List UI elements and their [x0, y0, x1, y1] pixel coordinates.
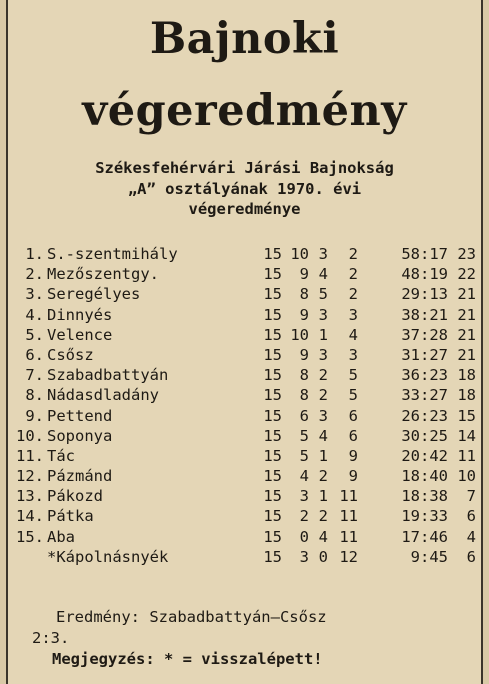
team-name-cell: Pátka: [47, 507, 94, 526]
rank-cell: 11.: [16, 446, 44, 465]
points-cell: 7: [466, 487, 476, 506]
rank-cell: 14.: [16, 507, 44, 526]
lost-cell: 3: [348, 345, 358, 364]
rank-cell: 6.: [25, 345, 44, 364]
lost-cell: 3: [348, 305, 358, 324]
won-cell: 9: [299, 345, 309, 364]
points-cell: 18: [457, 366, 476, 385]
lost-cell: 6: [348, 426, 358, 445]
goals-cell: 18:38: [401, 487, 448, 506]
lost-cell: 11: [339, 527, 358, 546]
won-cell: 0: [299, 527, 309, 546]
table-row: [8, 528, 485, 548]
team-name-cell: Seregélyes: [47, 285, 141, 304]
goals-cell: 48:19: [401, 265, 448, 284]
table-row: [8, 427, 485, 447]
subtitle-line-2: „A” osztályának 1970. évi: [127, 179, 362, 198]
goals-cell: 19:33: [401, 507, 448, 526]
drawn-cell: 1: [318, 446, 328, 465]
team-name-cell: Nádasdladány: [47, 386, 159, 405]
team-name-cell: *Kápolnásnyék: [47, 547, 169, 566]
table-row: [8, 386, 485, 406]
points-cell: 11: [457, 446, 476, 465]
result-note: Eredmény: Szabadbattyán—Csősz: [56, 608, 327, 626]
goals-cell: 31:27: [401, 345, 448, 364]
goals-cell: 29:13: [401, 285, 448, 304]
remark-note: Megjegyzés: * = visszalépett!: [52, 650, 323, 668]
drawn-cell: 1: [318, 325, 328, 344]
won-cell: 4: [299, 467, 309, 486]
team-name-cell: Szabadbattyán: [47, 366, 169, 385]
team-name-cell: Dinnyés: [47, 305, 113, 324]
drawn-cell: 0: [318, 547, 328, 566]
points-cell: 18: [457, 386, 476, 405]
goals-cell: 37:28: [401, 325, 448, 344]
played-cell: 15: [263, 507, 282, 526]
points-cell: 21: [457, 305, 476, 324]
played-cell: 15: [263, 285, 282, 304]
points-cell: 6: [466, 547, 476, 566]
drawn-cell: 4: [318, 426, 328, 445]
lost-cell: 9: [348, 467, 358, 486]
rank-cell: 1.: [25, 245, 44, 263]
table-row: [8, 326, 485, 346]
lost-cell: 12: [339, 547, 358, 566]
played-cell: 15: [263, 487, 282, 506]
table-row: [8, 366, 485, 386]
table-row: [8, 306, 485, 326]
goals-cell: 33:27: [401, 386, 448, 405]
team-name-cell: Csősz: [47, 345, 94, 364]
played-cell: 15: [263, 467, 282, 486]
rank-cell: 9.: [25, 406, 44, 425]
goals-cell: 20:42: [401, 446, 448, 465]
goals-cell: 38:21: [401, 305, 448, 324]
won-cell: 8: [299, 386, 309, 405]
team-name-cell: S.-szentmihály: [47, 245, 178, 263]
rank-cell: 2.: [25, 265, 44, 284]
goals-cell: 17:46: [401, 527, 448, 546]
played-cell: 15: [263, 386, 282, 405]
team-name-cell: Aba: [47, 527, 75, 546]
lost-cell: 11: [339, 487, 358, 506]
team-name-cell: Pákozd: [47, 487, 103, 506]
points-cell: 21: [457, 285, 476, 304]
lost-cell: 2: [348, 245, 358, 263]
drawn-cell: 3: [318, 245, 328, 263]
standings-table: [8, 245, 485, 568]
played-cell: 15: [263, 426, 282, 445]
drawn-cell: 2: [318, 366, 328, 385]
team-name-cell: Mezőszentgy.: [47, 265, 159, 284]
won-cell: 5: [299, 426, 309, 445]
goals-cell: 36:23: [401, 366, 448, 385]
table-row: [8, 548, 485, 568]
lost-cell: 11: [339, 507, 358, 526]
drawn-cell: 3: [318, 406, 328, 425]
goals-cell: 58:17: [401, 245, 448, 263]
drawn-cell: 2: [318, 467, 328, 486]
lost-cell: 2: [348, 285, 358, 304]
result-score: 2:3.: [32, 629, 70, 647]
table-row: [8, 507, 485, 527]
table-row: [8, 467, 485, 487]
rank-cell: 15.: [16, 527, 44, 546]
played-cell: 15: [263, 325, 282, 344]
won-cell: 9: [299, 305, 309, 324]
team-name-cell: Pázmánd: [47, 467, 113, 486]
won-cell: 3: [299, 547, 309, 566]
points-cell: 21: [457, 325, 476, 344]
points-cell: 21: [457, 345, 476, 364]
drawn-cell: 2: [318, 507, 328, 526]
played-cell: 15: [263, 345, 282, 364]
points-cell: 23: [457, 245, 476, 263]
drawn-cell: 3: [318, 345, 328, 364]
drawn-cell: 1: [318, 487, 328, 506]
rank-cell: 10.: [16, 426, 44, 445]
goals-cell: 26:23: [401, 406, 448, 425]
team-name-cell: Soponya: [47, 426, 113, 445]
points-cell: 22: [457, 265, 476, 284]
subtitle: [8, 158, 481, 220]
goals-cell: 30:25: [401, 426, 448, 445]
table-row: [8, 245, 485, 265]
played-cell: 15: [263, 265, 282, 284]
points-cell: 6: [466, 507, 476, 526]
points-cell: 10: [457, 467, 476, 486]
rank-cell: 7.: [25, 366, 44, 385]
table-row: [8, 407, 485, 427]
points-cell: 14: [457, 426, 476, 445]
played-cell: 15: [263, 446, 282, 465]
drawn-cell: 5: [318, 285, 328, 304]
won-cell: 8: [299, 366, 309, 385]
subtitle-line-1: Székesfehérvári Járási Bajnokság: [95, 159, 394, 177]
points-cell: 15: [457, 406, 476, 425]
goals-cell: 9:45: [410, 547, 448, 566]
won-cell: 10: [290, 325, 309, 344]
team-name-cell: Tác: [47, 446, 75, 465]
played-cell: 15: [263, 406, 282, 425]
table-row: [8, 265, 485, 285]
played-cell: 15: [263, 527, 282, 546]
rank-cell: 3.: [25, 285, 44, 304]
rank-cell: 13.: [16, 487, 44, 506]
drawn-cell: 4: [318, 265, 328, 284]
lost-cell: 6: [348, 406, 358, 425]
subtitle-line-3: végeredménye: [188, 200, 301, 219]
won-cell: 6: [299, 406, 309, 425]
played-cell: 15: [263, 547, 282, 566]
rank-cell: 4.: [25, 305, 44, 324]
team-name-cell: Pettend: [47, 406, 113, 425]
drawn-cell: 4: [318, 527, 328, 546]
table-row: [8, 285, 485, 305]
table-row: [8, 346, 485, 366]
headline-line-2: végeredmény: [82, 86, 407, 136]
drawn-cell: 2: [318, 386, 328, 405]
rank-cell: 5.: [25, 325, 44, 344]
lost-cell: 9: [348, 446, 358, 465]
newspaper-clipping: [6, 0, 483, 684]
points-cell: 4: [466, 527, 476, 546]
won-cell: 9: [299, 265, 309, 284]
lost-cell: 5: [348, 366, 358, 385]
won-cell: 3: [299, 487, 309, 506]
won-cell: 5: [299, 446, 309, 465]
won-cell: 10: [290, 245, 309, 263]
lost-cell: 4: [348, 325, 358, 344]
goals-cell: 18:40: [401, 467, 448, 486]
played-cell: 15: [263, 305, 282, 324]
played-cell: 15: [263, 366, 282, 385]
lost-cell: 5: [348, 386, 358, 405]
won-cell: 8: [299, 285, 309, 304]
headline-line-1: Bajnoki: [149, 14, 340, 64]
rank-cell: 8.: [25, 386, 44, 405]
team-name-cell: Velence: [47, 325, 113, 344]
table-row: [8, 447, 485, 467]
lost-cell: 2: [348, 265, 358, 284]
rank-cell: 12.: [16, 467, 44, 486]
table-row: [8, 487, 485, 507]
played-cell: 15: [263, 245, 282, 263]
drawn-cell: 3: [318, 305, 328, 324]
won-cell: 2: [299, 507, 309, 526]
